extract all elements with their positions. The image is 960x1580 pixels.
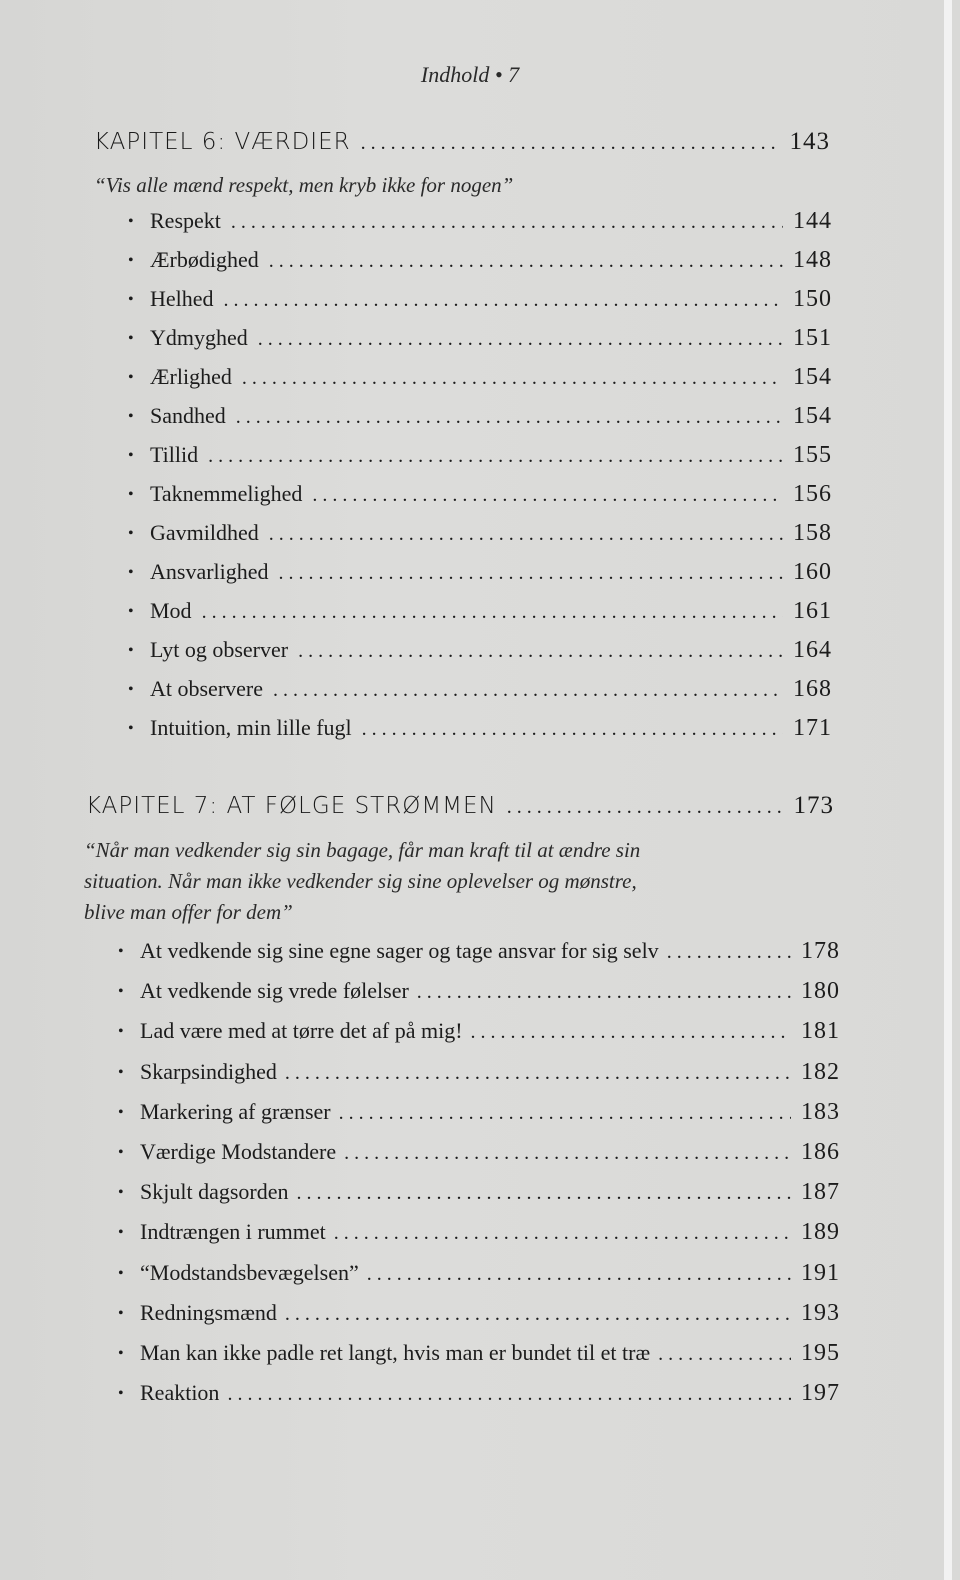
entry-page-number: 189 xyxy=(801,1219,840,1246)
entry-page-number: 180 xyxy=(801,978,840,1005)
dot-leader xyxy=(269,523,783,546)
bullet-icon: • xyxy=(128,330,134,347)
dot-leader xyxy=(202,601,783,624)
entry-page-number: 144 xyxy=(793,208,832,234)
toc-entry xyxy=(118,1099,840,1139)
entry-label: Ærbødighed xyxy=(150,247,259,272)
entry-page-number: 148 xyxy=(793,247,832,273)
chapter-page-number: 143 xyxy=(789,128,830,155)
toc-entry xyxy=(128,364,832,403)
dot-leader xyxy=(417,981,791,1004)
entry-label: “Modstandsbevægelsen” xyxy=(140,1259,359,1285)
dot-leader xyxy=(507,796,784,819)
toc-entry xyxy=(128,676,832,715)
entry-page-number: 182 xyxy=(801,1058,840,1085)
toc-entry xyxy=(118,1260,840,1300)
dot-leader xyxy=(297,1182,792,1205)
bullet-icon: • xyxy=(128,681,134,698)
dot-leader xyxy=(344,1142,791,1165)
bullet-icon: • xyxy=(128,564,134,581)
running-head: Indhold • 7 xyxy=(420,62,520,87)
entry-label: Intuition, min lille fugl xyxy=(150,715,352,740)
entry-page-number: 150 xyxy=(793,286,832,312)
entry-page-number: 161 xyxy=(793,598,832,624)
toc-entry xyxy=(128,325,832,364)
toc-entry xyxy=(128,403,832,442)
toc-entry xyxy=(128,442,832,481)
dot-leader xyxy=(658,1343,791,1366)
toc-entry xyxy=(128,481,832,520)
entry-page-number: 160 xyxy=(793,559,832,585)
entry-label: Markering af grænser xyxy=(140,1098,331,1124)
toc-entry xyxy=(118,978,840,1018)
toc-entry xyxy=(128,559,832,598)
entry-label: Skarpsindighed xyxy=(140,1058,277,1084)
entry-page-number: 168 xyxy=(793,676,832,702)
entry-label: Respekt xyxy=(150,208,221,233)
epigraph-line: situation. Når man ikke vedkender sig sine oplevelser og mønstre, xyxy=(84,869,637,893)
bullet-icon: • xyxy=(128,408,134,425)
chapter-title: KAPITEL 7: AT FØLGE STRØMMEN xyxy=(86,793,497,819)
toc-entry xyxy=(128,598,832,637)
entry-label: Man kan ikke padle ret langt, hvis man er bundet til et træ xyxy=(140,1339,651,1365)
chapter-7-heading xyxy=(86,792,834,820)
toc-entry xyxy=(118,1340,840,1380)
entry-label: Redningsmænd xyxy=(140,1299,277,1325)
entry-label: At vedkende sig vrede følelser xyxy=(140,978,409,1004)
dot-leader xyxy=(367,1263,791,1286)
bullet-icon: • xyxy=(118,1184,124,1202)
bullet-icon: • xyxy=(128,525,134,542)
dot-leader xyxy=(362,718,783,741)
dot-leader xyxy=(224,289,783,312)
dot-leader xyxy=(258,328,783,351)
bullet-icon: • xyxy=(128,252,134,269)
bullet-icon: • xyxy=(118,1224,124,1242)
bullet-icon: • xyxy=(128,603,134,620)
toc-entry xyxy=(118,1380,840,1420)
toc-entry xyxy=(118,1018,840,1058)
entry-label: Ærlighed xyxy=(150,364,232,389)
bullet-icon: • xyxy=(118,983,124,1001)
entry-label: Ydmyghed xyxy=(150,325,248,350)
chapter-7-epigraph xyxy=(84,835,640,928)
toc-entry xyxy=(128,286,832,325)
entry-page-number: 186 xyxy=(801,1138,840,1165)
dot-leader xyxy=(339,1102,791,1125)
entry-page-number: 191 xyxy=(801,1259,840,1286)
bullet-icon: • xyxy=(128,291,134,308)
entry-page-number: 151 xyxy=(793,325,832,351)
toc-entry xyxy=(128,520,832,559)
bullet-icon: • xyxy=(128,447,134,464)
bullet-icon: • xyxy=(118,1264,124,1282)
dot-leader xyxy=(227,1383,791,1406)
toc-entry xyxy=(128,208,832,247)
dot-leader xyxy=(312,484,783,507)
entry-page-number: 158 xyxy=(793,520,832,546)
bullet-icon: • xyxy=(128,213,134,230)
dot-leader xyxy=(273,679,783,702)
chapter-page-number: 173 xyxy=(793,792,834,819)
dot-leader xyxy=(285,1062,791,1085)
dot-leader xyxy=(279,562,783,585)
bullet-icon: • xyxy=(118,1304,124,1322)
bullet-icon: • xyxy=(128,720,134,737)
dot-leader xyxy=(298,640,783,663)
dot-leader xyxy=(231,211,783,234)
bullet-icon: • xyxy=(128,369,134,386)
bullet-icon: • xyxy=(118,943,124,960)
entry-label: Skjult dagsorden xyxy=(140,1179,289,1205)
entry-label: Værdige Modstandere xyxy=(140,1138,337,1164)
page-edge xyxy=(944,0,952,1580)
bullet-icon: • xyxy=(118,1385,124,1403)
entry-label: Gavmildhed xyxy=(150,520,259,545)
toc-entry xyxy=(128,637,832,676)
entry-label: Tillid xyxy=(150,442,199,467)
entry-label: At vedkende sig sine egne sager og tage ansvar for sig selv xyxy=(140,938,659,963)
toc-entry xyxy=(118,1179,840,1219)
entry-label: Lad være med at tørre det af på mig! xyxy=(140,1018,463,1044)
entry-page-number: 193 xyxy=(801,1299,840,1326)
toc-entry xyxy=(128,715,832,754)
entry-page-number: 183 xyxy=(801,1098,840,1125)
entry-label: At observere xyxy=(150,676,264,701)
entry-page-number: 171 xyxy=(793,715,832,741)
entry-page-number: 197 xyxy=(801,1380,840,1407)
epigraph-line: “Når man vedkender sig sin bagage, får man kraft til at ændre sin xyxy=(84,838,641,862)
bullet-icon: • xyxy=(128,642,134,659)
toc-entry xyxy=(128,247,832,286)
entry-label: Indtrængen i rummet xyxy=(140,1219,326,1245)
dot-leader xyxy=(667,941,791,964)
chapter-7-entries xyxy=(118,938,840,1420)
entry-page-number: 195 xyxy=(801,1339,840,1366)
entry-page-number: 156 xyxy=(793,481,832,507)
entry-page-number: 178 xyxy=(801,938,840,964)
bullet-icon: • xyxy=(118,1023,124,1041)
dot-leader xyxy=(269,250,783,273)
entry-label: Lyt og observer xyxy=(150,637,289,662)
dot-leader xyxy=(361,132,780,155)
entry-page-number: 187 xyxy=(801,1179,840,1206)
entry-page-number: 154 xyxy=(793,403,832,429)
toc-entry xyxy=(118,1300,840,1340)
toc-entry xyxy=(118,1059,840,1099)
entry-label: Reaktion xyxy=(140,1380,220,1406)
dot-leader xyxy=(285,1303,791,1326)
entry-page-number: 164 xyxy=(793,637,832,663)
entry-label: Sandhed xyxy=(150,403,226,428)
entry-page-number: 155 xyxy=(793,442,832,468)
entry-label: Helhed xyxy=(150,286,214,311)
toc-entry xyxy=(118,1219,840,1259)
chapter-title: KAPITEL 6: VÆRDIER xyxy=(94,129,351,155)
dot-leader xyxy=(236,406,783,429)
entry-label: Taknemmelighed xyxy=(150,481,303,506)
entry-page-number: 154 xyxy=(793,364,832,390)
toc-entry xyxy=(118,1139,840,1179)
toc-entry xyxy=(118,938,840,978)
entry-page-number: 181 xyxy=(801,1018,840,1045)
bullet-icon: • xyxy=(118,1103,124,1121)
bullet-icon: • xyxy=(128,486,134,503)
dot-leader xyxy=(242,367,783,390)
entry-label: Ansvarlighed xyxy=(150,559,269,584)
epigraph-line: blive man offer for dem” xyxy=(84,900,293,924)
chapter-6-epigraph: “Vis alle mænd respekt, men kryb ikke for nogen” xyxy=(94,173,514,197)
bullet-icon: • xyxy=(118,1344,124,1362)
dot-leader xyxy=(334,1222,791,1245)
bullet-icon: • xyxy=(118,1063,124,1081)
chapter-6-heading xyxy=(94,128,830,156)
entry-label: Mod xyxy=(150,598,192,623)
dot-leader xyxy=(208,445,783,468)
bullet-icon: • xyxy=(118,1143,124,1161)
dot-leader xyxy=(471,1021,791,1044)
chapter-6-entries xyxy=(128,208,832,754)
